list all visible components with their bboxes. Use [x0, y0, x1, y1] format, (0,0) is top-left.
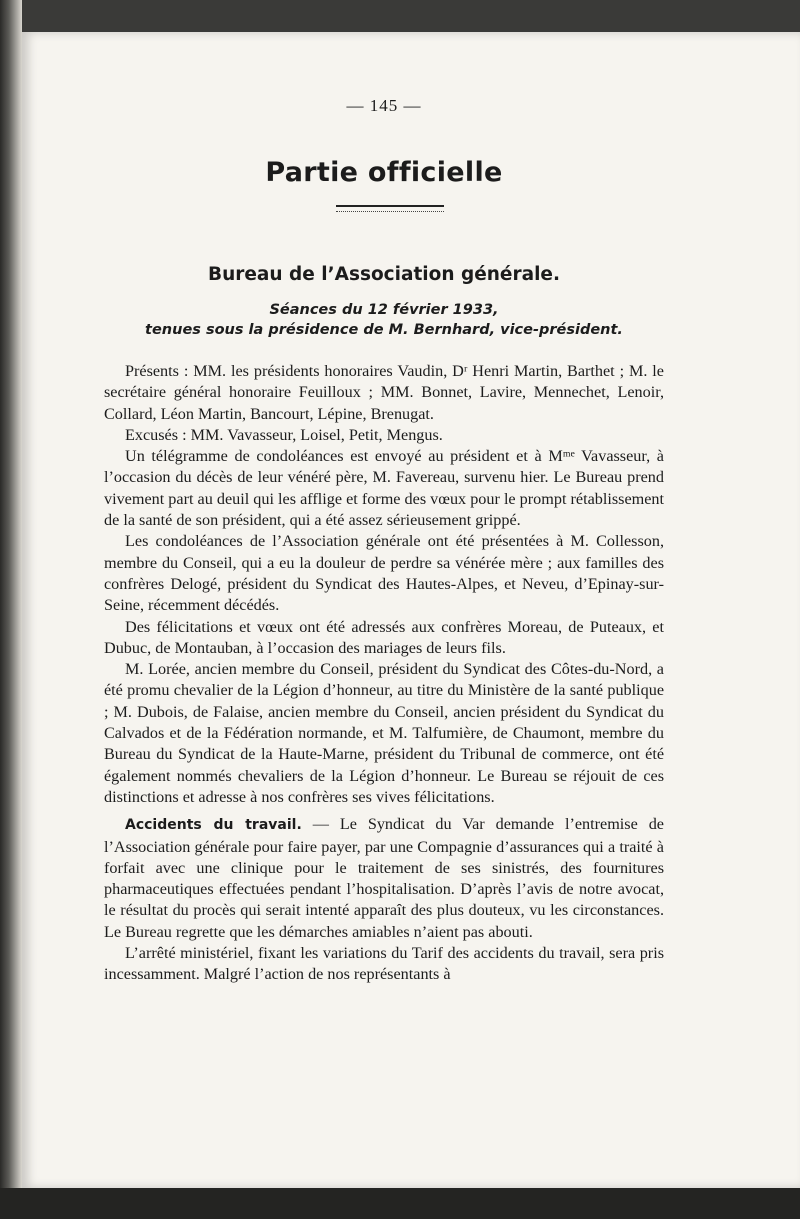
paragraph-telegram: Un télégramme de condoléances est envoyé au président et à Mᵐᵉ Vavasseur, à l’occasion du décès de leur vénéré père, M. Favereau, survenu hier. Le Bureau prend vivement part au deuil qui les afflige et forme des vœux pour le prompt rétablissement de la santé de son président, qui a été assez sérieusement grippé. — [104, 447, 664, 530]
meeting-presidency: tenues sous la présidence de M. Bernhard, vice-président. — [145, 322, 623, 338]
paragraph-tariff: L’arrêté ministériel, fixant les variations du Tarif des accidents du travail, sera pris incessamment. Malgré l’action de nos représentants à — [104, 944, 664, 984]
accidents-heading: Accidents du travail. — [125, 817, 302, 834]
paragraph-accidents — [104, 814, 664, 943]
scan-bottom-edge — [0, 1188, 800, 1219]
document-page — [22, 32, 800, 1188]
accidents-text: — Le Syndicat du Var demande l’entremise de l’Association générale pour faire payer, par une Compagnie d’assurances qui a traité à forfait avec une clinique pour le traitement de ses sinistrés, des fournitures pharmaceutiques effectuées pendant l’hospitalisation. D’après l’avis de notre avocat, le résultat du procès qui serait intenté apparaît des plus douteux, vu les circonstances. Le Bureau regrette que les démarches amiables n’aient pas abouti. — [104, 815, 664, 941]
paragraph-excuses: Excusés : MM. Vavasseur, Loisel, Petit, Mengus. — [125, 425, 443, 444]
paragraph-legion-honour: M. Lorée, ancien membre du Conseil, président du Syndicat des Côtes-du-Nord, a été promu chevalier de la Légion d’honneur, au titre du Ministère de la santé publique ; M. Dubois, de Falaise, ancien membre du Conseil, ancien président du Syndicat du Calvados et de la Fédération normande, et M. Talfumière, de Chaumont, membre du Bureau du Syndicat de la Haute-Marne, président du Tribunal de commerce, ont été également nommés chevaliers de la Légion d’honneur. Le Bureau se réjouit de ces distinctions et adresse à nos confrères ses vives félicitations. — [104, 660, 664, 806]
paragraph-presents: Présents : MM. les présidents honoraires Vaudin, Dʳ Henri Martin, Barthet ; M. le secrétaire général honoraire Feuilloux ; MM. Bonnet, Lavire, Mennechet, Lenoir, Collard, Léon Martin, Bancourt, Lépine, Brenugat. — [104, 362, 664, 423]
book-spine-edge — [0, 0, 22, 1219]
part-title: Partie officielle — [265, 157, 503, 188]
body-text — [104, 361, 664, 986]
paragraph-congratulations: Des félicitations et vœux ont été adressés aux confrères Moreau, de Puteaux, et Dubuc, de Montauban, à l’occasion des mariages de leurs fils. — [104, 617, 664, 657]
paragraph-condolences: Les condoléances de l’Association générale ont été présentées à M. Collesson, membre du Conseil, qui a eu la douleur de perdre sa vénérée mère ; aux familles des confrères Delogé, président du Syndicat des Hautes-Alpes, et Neveu, d’Epinay-sur-Seine, récemment décédés. — [104, 532, 664, 615]
title-rule — [336, 205, 444, 212]
meeting-date: Séances du 12 février 1933, — [269, 302, 499, 318]
page-number: — 145 — — [346, 96, 422, 115]
section-heading: Bureau de l’Association générale. — [207, 264, 560, 285]
